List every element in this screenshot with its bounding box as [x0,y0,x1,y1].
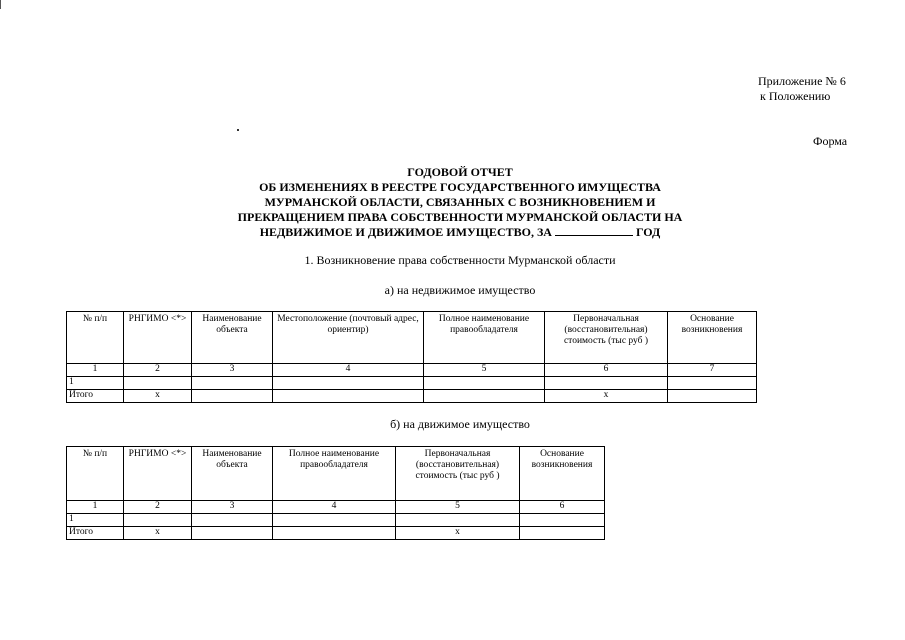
table-cell[interactable] [668,390,757,403]
column-number: 1 [67,364,124,377]
title-line-2: ОБ ИЗМЕНЕНИЯХ В РЕЕСТРЕ ГОСУДАРСТВЕННОГО ИМУЩЕСТВА [259,180,661,194]
row-number-cell[interactable]: 1 [67,377,124,390]
header-cell: Наименование объекта [192,312,273,364]
table-cell[interactable] [273,390,424,403]
table-row [67,377,757,390]
row-number-cell[interactable]: 1 [67,514,124,527]
column-number: 5 [424,364,545,377]
movable-property-table [66,446,605,540]
header-cell: Наименование объекта [192,447,273,501]
table-cell[interactable] [124,377,192,390]
total-row [67,390,757,403]
table-cell[interactable] [192,514,273,527]
title-line-5 [200,225,720,240]
scan-edge-mark [0,0,1,9]
header-cell: Основание возникновения [520,447,605,501]
table-cell[interactable] [424,390,545,403]
column-number: 2 [124,364,192,377]
table-cell: x [124,390,192,403]
column-number: 4 [273,364,424,377]
table-cell[interactable] [124,514,192,527]
appendix-line-2: к Положению [760,89,831,103]
column-number-row [67,501,605,514]
table-cell: x [545,390,668,403]
header-cell: Основание возникновения [668,312,757,364]
column-number: 6 [545,364,668,377]
table-cell[interactable] [273,377,424,390]
header-cell: № п/п [67,312,124,364]
header-cell: Первоначальная (восстановительная) стоимость (тыс руб ) [396,447,520,501]
appendix-reference [758,74,846,104]
year-blank-field[interactable] [555,226,633,236]
title-line-3: МУРМАНСКОЙ ОБЛАСТИ, СВЯЗАННЫХ С ВОЗНИКНОВЕНИЕМ И [264,195,656,209]
table-cell[interactable] [520,514,605,527]
form-label: Форма [813,134,848,148]
table-cell[interactable] [424,377,545,390]
column-number: 2 [124,501,192,514]
header-cell: Полное наименование правообладателя [273,447,396,501]
table-cell[interactable] [668,377,757,390]
table-cell[interactable] [273,527,396,540]
table-header-row [67,312,757,364]
header-cell: РНГИМО <*> [124,447,192,501]
title-line-4: ПРЕКРАЩЕНИЕМ ПРАВА СОБСТВЕННОСТИ МУРМАНСКОЙ ОБЛАСТИ НА [237,210,683,224]
real-estate-table [66,311,757,403]
total-label: Итого [67,390,124,403]
column-number: 3 [192,364,273,377]
header-cell: Первоначальная (восстановительная) стоимость (тыс руб ) [545,312,668,364]
table-cell[interactable] [545,377,668,390]
header-cell: РНГИМО <*> [124,312,192,364]
column-number-row [67,364,757,377]
header-cell: Полное наименование правообладателя [424,312,545,364]
table-cell[interactable] [396,514,520,527]
total-label: Итого [67,527,124,540]
table-b-caption: б) на движимое имущество [390,417,530,431]
column-number: 6 [520,501,605,514]
column-number: 7 [668,364,757,377]
column-number: 3 [192,501,273,514]
title-line-5-end: ГОД [635,225,661,239]
scan-speck [237,129,239,131]
table-row [67,514,605,527]
header-cell: Местоположение (почтовый адрес, ориентир) [273,312,424,364]
table-cell[interactable] [192,390,273,403]
table-cell: x [396,527,520,540]
total-row [67,527,605,540]
table-a-caption: а) на недвижимое имущество [384,283,536,297]
header-cell: № п/п [67,447,124,501]
title-line-1: ГОДОВОЙ ОТЧЕТ [407,165,513,179]
appendix-line-1: Приложение № 6 [758,74,846,88]
table-cell: x [124,527,192,540]
section-1-heading: 1. Возникновение права собственности Мурманской области [304,253,616,267]
table-cell[interactable] [520,527,605,540]
table-cell[interactable] [192,527,273,540]
table-header-row [67,447,605,501]
table-cell[interactable] [192,377,273,390]
title-line-5-start: НЕДВИЖИМОЕ И ДВИЖИМОЕ ИМУЩЕСТВО, ЗА [259,225,552,239]
column-number: 5 [396,501,520,514]
document-title [200,165,720,240]
column-number: 4 [273,501,396,514]
column-number: 1 [67,501,124,514]
table-cell[interactable] [273,514,396,527]
